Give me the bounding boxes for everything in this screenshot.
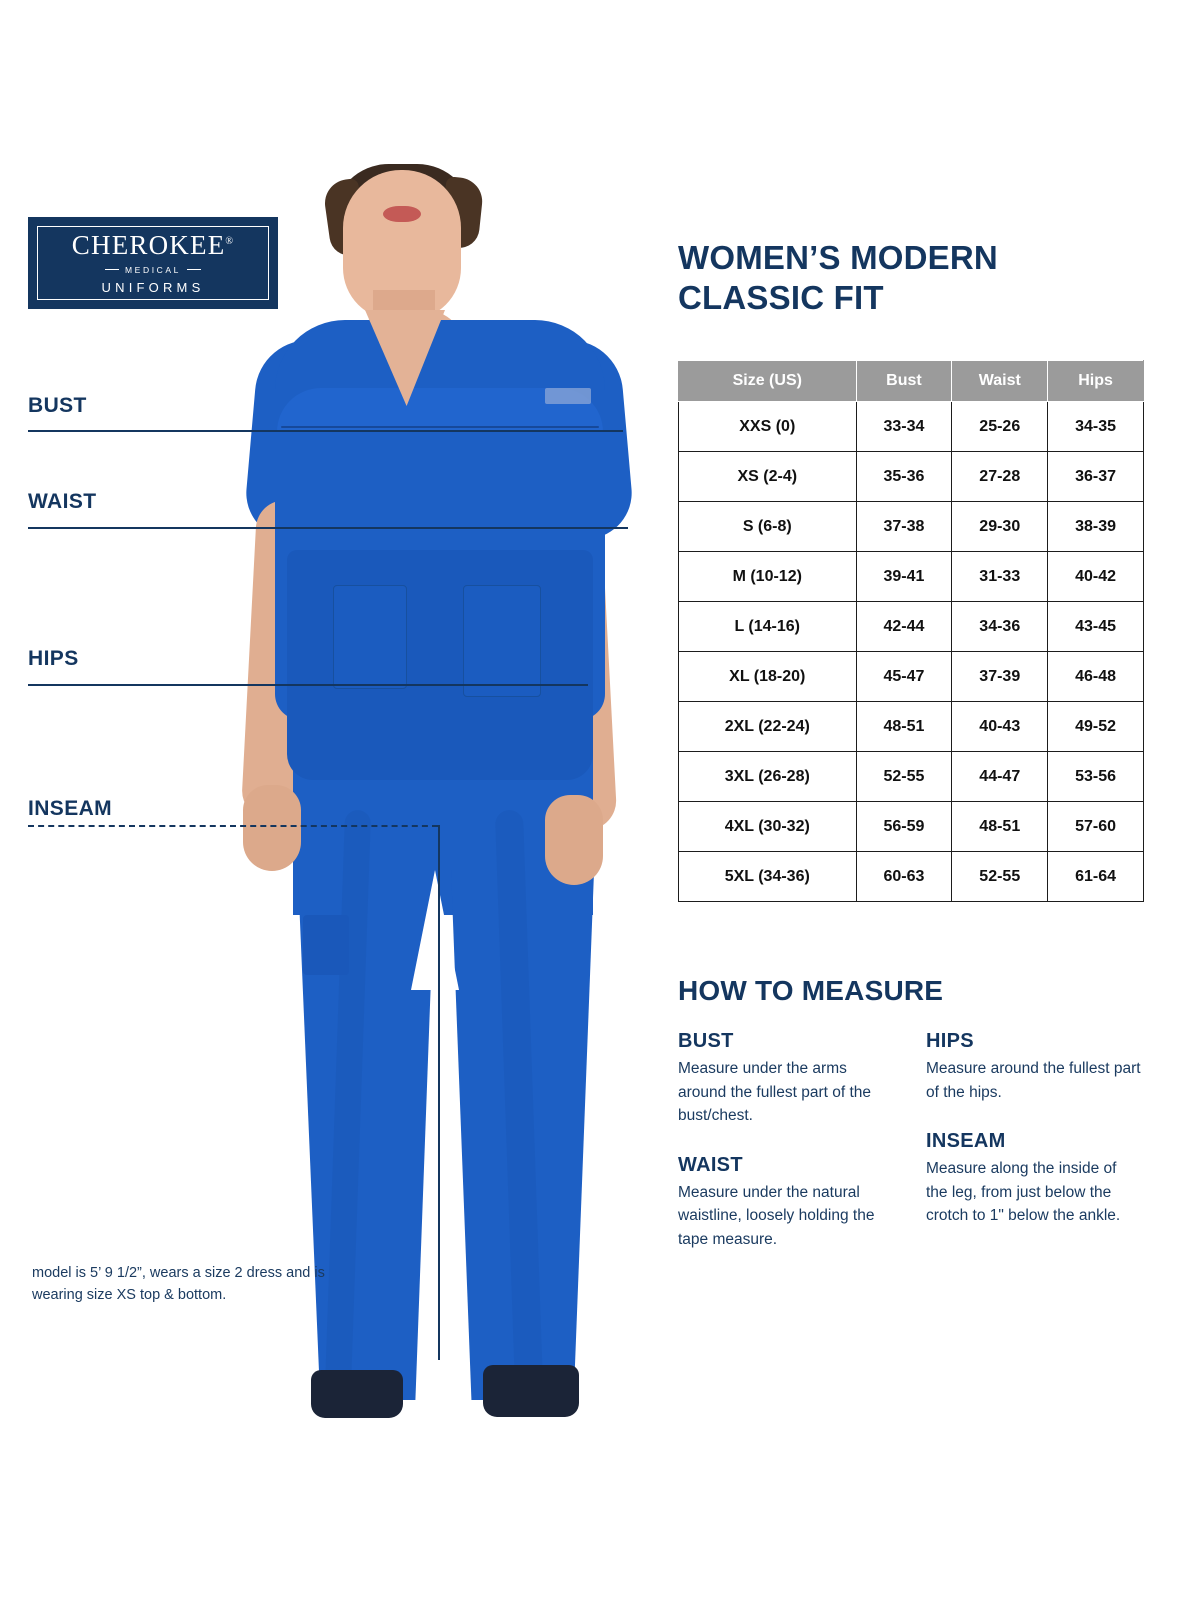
callout-line-waist xyxy=(28,527,628,529)
cell-size: XS (2-4) xyxy=(679,452,857,502)
cell-bust: 60-63 xyxy=(856,852,952,902)
cell-waist: 34-36 xyxy=(952,602,1048,652)
cell-waist: 52-55 xyxy=(952,852,1048,902)
brand-sub-medical: MEDICAL xyxy=(105,265,201,275)
table-row xyxy=(679,652,1144,702)
cell-waist: 29-30 xyxy=(952,502,1048,552)
cell-waist: 48-51 xyxy=(952,802,1048,852)
table-row xyxy=(679,752,1144,802)
measure-label-hips: HIPS xyxy=(926,1030,974,1052)
table-row xyxy=(679,452,1144,502)
cell-waist: 27-28 xyxy=(952,452,1048,502)
cell-bust: 45-47 xyxy=(856,652,952,702)
cell-size: 3XL (26-28) xyxy=(679,752,857,802)
cell-hips: 61-64 xyxy=(1048,852,1144,902)
brand-name: CHEROKEE® xyxy=(71,229,235,260)
cell-bust: 33-34 xyxy=(856,402,952,452)
cell-size: XXS (0) xyxy=(679,402,857,452)
measure-block-bust xyxy=(678,1030,893,1128)
cell-hips: 46-48 xyxy=(1048,652,1144,702)
callout-label-bust: BUST xyxy=(28,394,87,417)
cell-waist: 31-33 xyxy=(952,552,1048,602)
model-photo xyxy=(215,170,645,1415)
table-row xyxy=(679,502,1144,552)
cell-waist: 25-26 xyxy=(952,402,1048,452)
measure-block-hips xyxy=(926,1030,1141,1104)
cell-waist: 37-39 xyxy=(952,652,1048,702)
size-chart-panel xyxy=(678,0,1148,1600)
callout-line-bust xyxy=(28,430,623,432)
model-note: model is 5’ 9 1/2”, wears a size 2 dress and is wearing size XS top & bottom. xyxy=(32,1265,325,1304)
cell-hips: 43-45 xyxy=(1048,602,1144,652)
size-chart-table xyxy=(678,360,1144,902)
callout-line-inseam xyxy=(28,825,438,827)
callout-label-inseam: INSEAM xyxy=(28,797,113,820)
measure-label-waist: WAIST xyxy=(678,1153,743,1176)
cell-hips: 40-42 xyxy=(1048,552,1144,602)
measure-label-inseam: INSEAM xyxy=(926,1130,1006,1153)
cell-bust: 56-59 xyxy=(856,802,952,852)
how-to-measure-column-left xyxy=(678,1030,893,1251)
table-row xyxy=(679,852,1144,902)
cell-bust: 42-44 xyxy=(856,602,952,652)
how-to-measure-title: HOW TO MEASURE xyxy=(678,975,944,1006)
cell-bust: 35-36 xyxy=(856,452,952,502)
cell-bust: 39-41 xyxy=(856,552,952,602)
column-header-bust: Bust xyxy=(856,361,952,402)
cell-hips: 53-56 xyxy=(1048,752,1144,802)
cell-size: XL (18-20) xyxy=(679,652,857,702)
callout-label-waist: WAIST xyxy=(28,490,97,513)
cell-hips: 34-35 xyxy=(1048,402,1144,452)
column-header-waist: Waist xyxy=(952,361,1048,402)
table-row xyxy=(679,802,1144,852)
cell-bust: 37-38 xyxy=(856,502,952,552)
cell-hips: 57-60 xyxy=(1048,802,1144,852)
page-title: WOMEN’S MODERN CLASSIC FIT xyxy=(678,239,998,317)
table-header-row xyxy=(679,361,1144,402)
callout-line-hips xyxy=(28,684,588,686)
brand-sub-uniforms: UNIFORMS xyxy=(101,279,205,295)
cell-hips: 36-37 xyxy=(1048,452,1144,502)
cell-size: 5XL (34-36) xyxy=(679,852,857,902)
cell-waist: 44-47 xyxy=(952,752,1048,802)
callout-line-inseam-vertical xyxy=(438,825,440,1360)
cell-hips: 49-52 xyxy=(1048,702,1144,752)
measure-label-bust: BUST xyxy=(678,1030,734,1052)
table-row xyxy=(679,602,1144,652)
table-row xyxy=(679,702,1144,752)
cell-size: M (10-12) xyxy=(679,552,857,602)
measure-block-inseam xyxy=(926,1130,1141,1228)
callout-label-hips: HIPS xyxy=(28,647,79,670)
cell-waist: 40-43 xyxy=(952,702,1048,752)
cell-size: L (14-16) xyxy=(679,602,857,652)
registered-mark: ® xyxy=(225,235,235,247)
cell-bust: 52-55 xyxy=(856,752,952,802)
cell-bust: 48-51 xyxy=(856,702,952,752)
how-to-measure-column-right xyxy=(926,1030,1141,1228)
measure-text-inseam: Measure along the inside of the leg, from just below the crotch to 1" below the ankle. xyxy=(926,1160,1121,1225)
measure-block-waist xyxy=(678,1154,893,1252)
table-row xyxy=(679,402,1144,452)
measure-text-waist: Measure under the natural waistline, loosely holding the tape measure. xyxy=(678,1183,875,1248)
column-header-hips: Hips xyxy=(1048,361,1144,402)
measure-text-bust: Measure under the arms around the fullest part of the bust/chest. xyxy=(678,1060,872,1125)
cell-size: S (6-8) xyxy=(679,502,857,552)
cell-hips: 38-39 xyxy=(1048,502,1144,552)
cell-size: 2XL (22-24) xyxy=(679,702,857,752)
column-header-size: Size (US) xyxy=(679,361,857,402)
table-row xyxy=(679,552,1144,602)
measure-text-hips: Measure around the fullest part of the hips. xyxy=(926,1060,1141,1101)
cell-size: 4XL (30-32) xyxy=(679,802,857,852)
